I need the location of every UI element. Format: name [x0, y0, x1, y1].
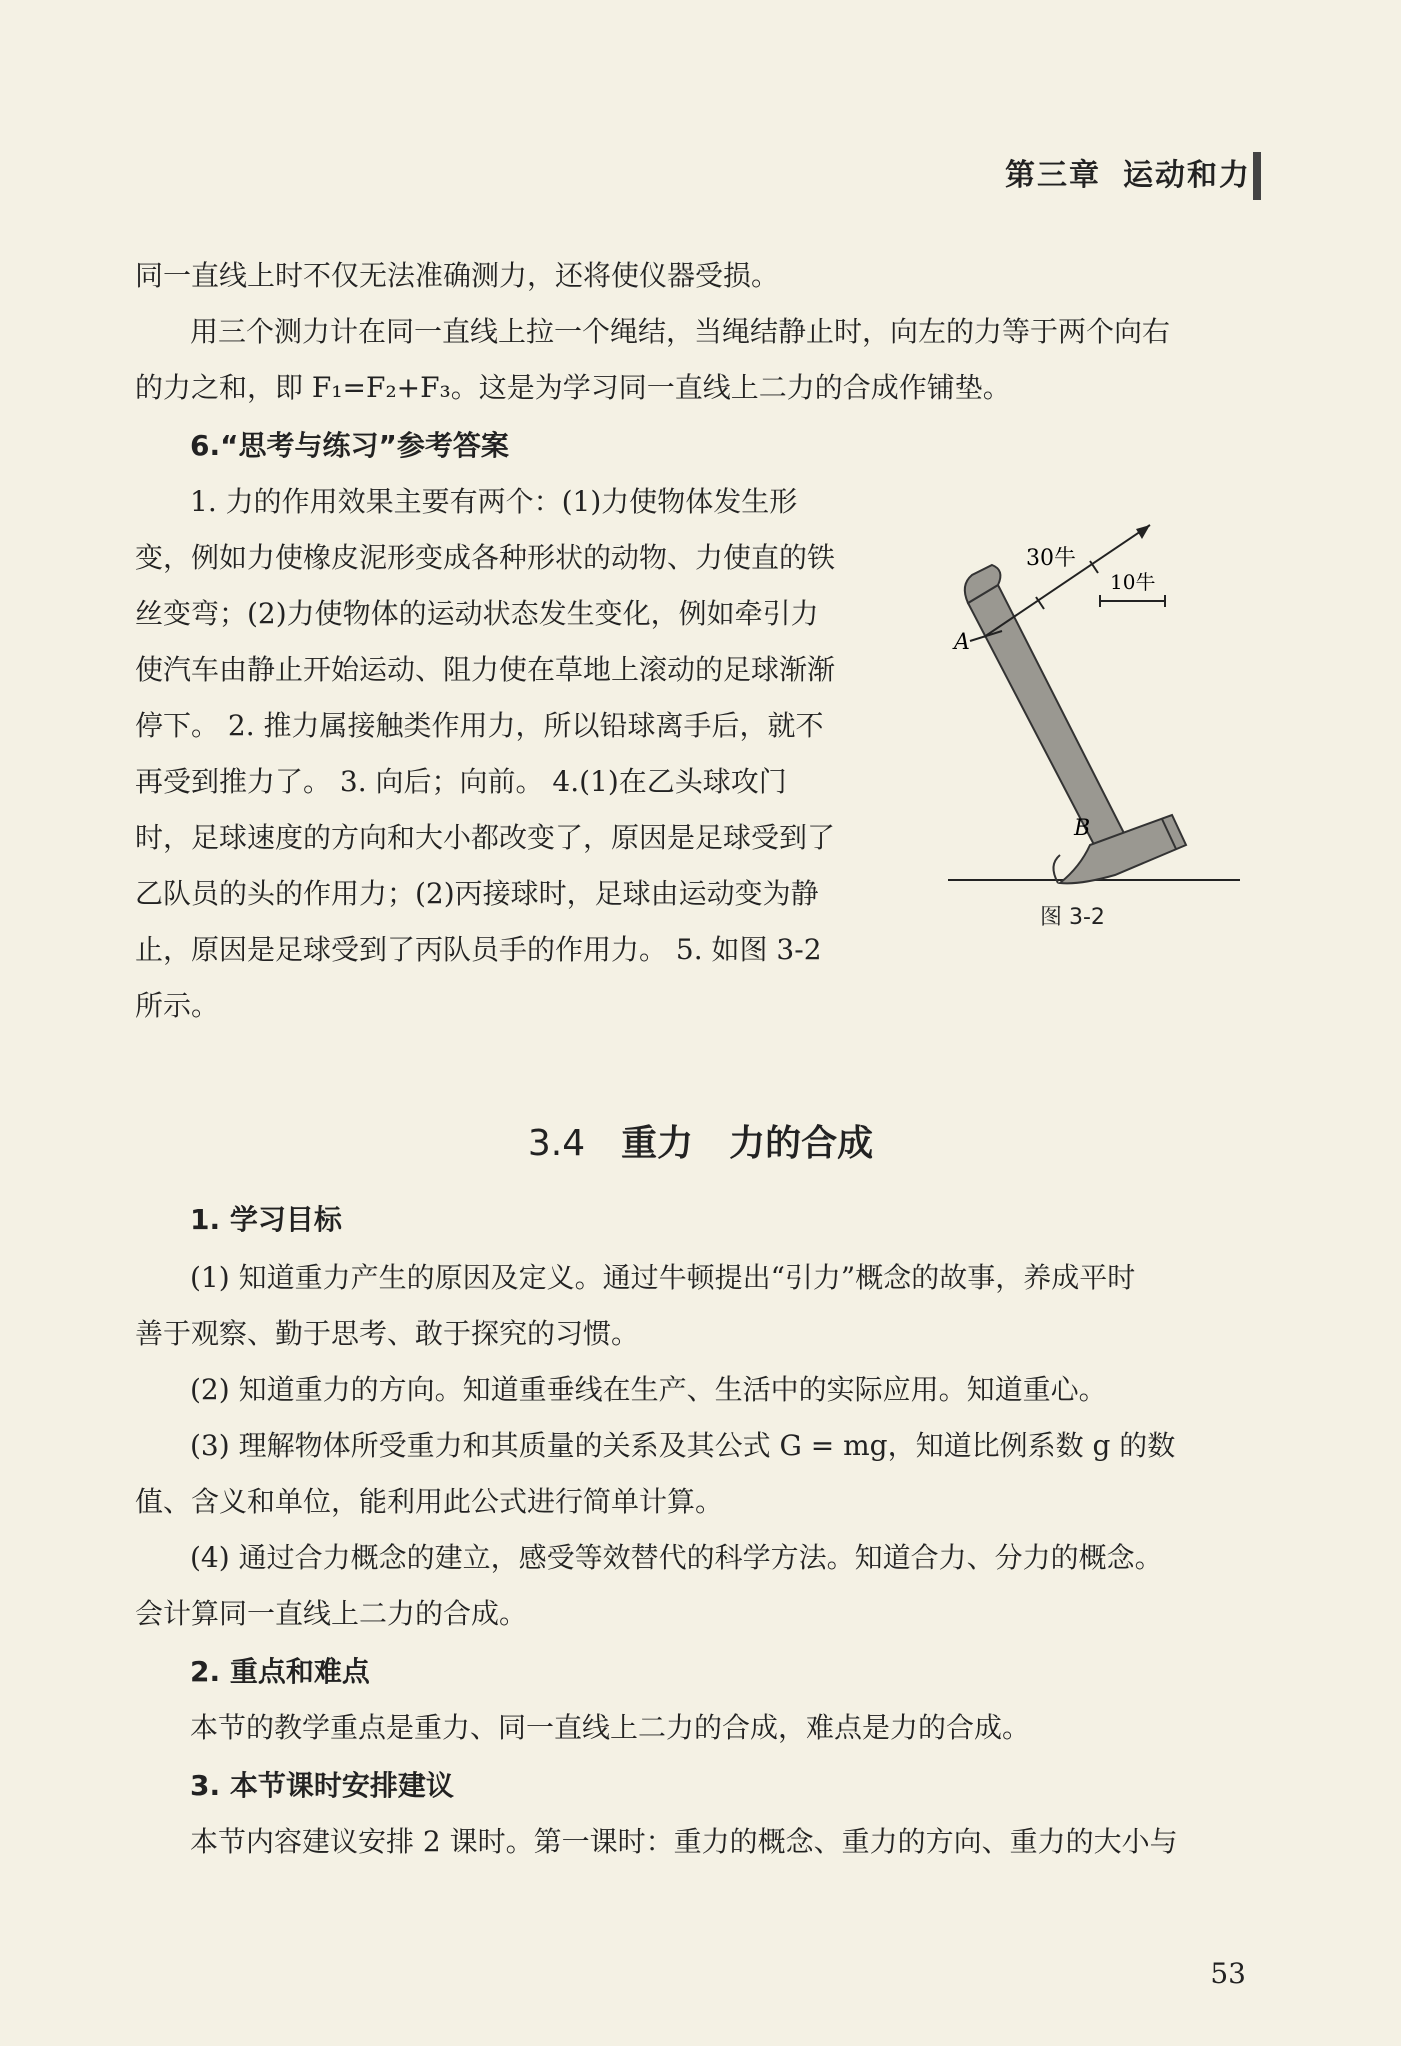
schedule-text: 本节内容建议安排 2 课时。第一课时：重力的概念、重力的方向、重力的大小与 — [190, 1825, 1178, 1858]
key-points-heading: 2. 重点和难点 — [190, 1655, 370, 1688]
point-b-label: B — [1074, 816, 1091, 841]
schedule-heading: 3. 本节课时安排建议 — [190, 1769, 454, 1802]
hammer-force-figure — [940, 515, 1250, 935]
goal-line: 值、含义和单位，能利用此公式进行简单计算。 — [135, 1485, 724, 1518]
answer-line: 停下。 2. 推力属接触类作用力，所以铅球离手后，就不 — [135, 709, 824, 742]
answer-line: 1. 力的作用效果主要有两个：(1)力使物体发生形 — [190, 485, 798, 518]
hammer-handle — [968, 585, 1130, 860]
answer-line: 时，足球速度的方向和大小都改变了，原因是足球受到了 — [135, 821, 836, 854]
answer-line: 丝变弯；(2)力使物体的运动状态发生变化，例如牵引力 — [135, 597, 819, 630]
hammer-claw — [1053, 855, 1060, 883]
answer-line: 使汽车由静止开始运动、阻力使在草地上滚动的足球渐渐 — [135, 653, 836, 686]
goal-line: 善于观察、勤于思考、敢于探究的习惯。 — [135, 1317, 640, 1350]
section-title — [0, 1115, 1401, 1166]
scale-label: 10牛 — [1110, 570, 1156, 594]
top-line-3: 的力之和，即 F₁=F₂+F₃。这是为学习同一直线上二力的合成作铺垫。 — [135, 371, 1011, 404]
goal-line: (1) 知道重力产生的原因及定义。通过牛顿提出“引力”概念的故事，养成平时 — [190, 1261, 1136, 1294]
answer-line: 所示。 — [135, 989, 220, 1022]
goal-line: (2) 知道重力的方向。知道重垂线在生产、生活中的实际应用。知道重心。 — [190, 1373, 1107, 1406]
figure-caption: 图 3-2 — [1040, 905, 1105, 930]
force-arrowhead — [1136, 525, 1150, 539]
answer-line: 变，例如力使橡皮泥形变成各种形状的动物、力使直的铁 — [135, 541, 836, 574]
goal-line: (3) 理解物体所受重力和其质量的关系及其公式 G = mg，知道比例系数 g 的数 — [190, 1429, 1176, 1462]
chapter-title: 运动和力 — [1123, 158, 1251, 193]
answers-heading: 6.“思考与练习”参考答案 — [190, 429, 509, 462]
chapter-header — [1005, 150, 1251, 194]
key-points-text: 本节的教学重点是重力、同一直线上二力的合成，难点是力的合成。 — [190, 1711, 1031, 1744]
chapter-number: 第三章 — [1005, 158, 1101, 193]
goal-line: (4) 通过合力概念的建立，感受等效替代的科学方法。知道合力、分力的概念。 — [190, 1541, 1163, 1574]
goal-line: 会计算同一直线上二力的合成。 — [135, 1597, 528, 1630]
answer-line: 止，原因是足球受到了丙队员手的作用力。 5. 如图 3-2 — [135, 933, 822, 966]
header-bar — [1253, 152, 1261, 200]
section-name: 重力 力的合成 — [621, 1123, 874, 1164]
point-a-label: A — [954, 630, 970, 655]
page-number: 53 — [1210, 1957, 1246, 1990]
top-line-1: 同一直线上时不仅无法准确测力，还将使仪器受损。 — [135, 259, 780, 292]
goals-heading: 1. 学习目标 — [190, 1203, 342, 1236]
answer-line: 乙队员的头的作用力；(2)丙接球时，足球由运动变为静 — [135, 877, 819, 910]
top-line-2: 用三个测力计在同一直线上拉一个绳结，当绳结静止时，向左的力等于两个向右 — [190, 315, 1171, 348]
answer-line: 再受到推力了。 3. 向后；向前。 4.(1)在乙头球攻门 — [135, 765, 787, 798]
force-label: 30牛 — [1026, 546, 1076, 571]
section-number: 3.4 — [527, 1123, 586, 1164]
